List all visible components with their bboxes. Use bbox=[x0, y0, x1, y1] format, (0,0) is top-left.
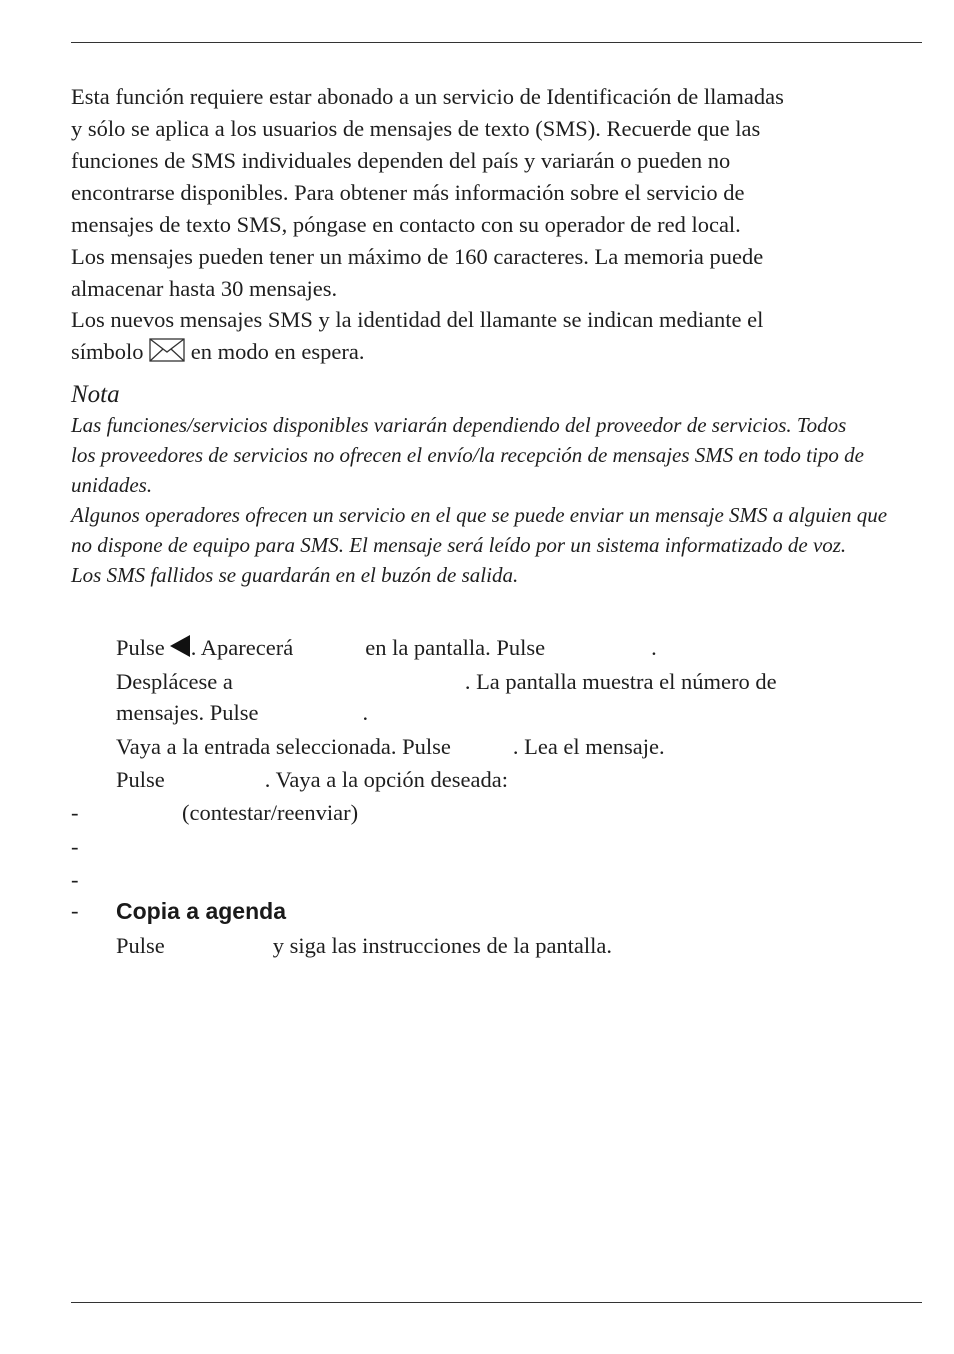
intro-line-8: Los nuevos mensajes SMS y la identidad del llamante se indican mediante el bbox=[71, 307, 764, 332]
symbol-after-text: en modo en espera. bbox=[190, 339, 365, 364]
note-line-3: unidades. bbox=[71, 473, 153, 497]
intro-line-6: Los mensajes pueden tener un máximo de 160 caracteres. La memoria puede bbox=[71, 244, 764, 269]
left-arrow-icon bbox=[169, 634, 191, 666]
option-1-text: (contestar/reenviar) bbox=[182, 800, 359, 825]
step-2 bbox=[116, 666, 777, 698]
intro-line-1: Esta función requiere estar abonado a un servicio de Identificación de llamadas bbox=[71, 84, 784, 109]
note-line-2: los proveedores de servicios no ofrecen el envío/la recepción de mensajes SMS en todo tipo de bbox=[71, 443, 864, 467]
step-2-text-b: . La pantalla muestra el número de bbox=[464, 669, 777, 694]
step-1-text-d: . bbox=[651, 635, 657, 660]
note-line-4: Algunos operadores ofrecen un servicio en el que se puede enviar un mensaje SMS a alguien que bbox=[71, 503, 888, 527]
option-2-dash: - bbox=[71, 834, 79, 859]
step-1-text-b: . Aparecerá bbox=[190, 635, 294, 660]
step-1-text-c: en la pantalla. Pulse bbox=[365, 635, 546, 660]
option-4-dash: - bbox=[71, 898, 79, 923]
step-4 bbox=[116, 764, 508, 796]
step-3-text-a: Vaya a la entrada seleccionada. Pulse bbox=[116, 734, 451, 759]
step-2-text-a: Desplácese a bbox=[116, 669, 233, 694]
step-3-text-b: . Lea el mensaje. bbox=[512, 734, 665, 759]
intro-line-5: mensajes de texto SMS, póngase en contacto con su operador de red local. bbox=[71, 212, 741, 237]
step-3 bbox=[116, 731, 665, 763]
step-5 bbox=[116, 930, 612, 962]
header-rule bbox=[71, 42, 922, 43]
footer-rule bbox=[71, 1302, 922, 1303]
note-heading: Nota bbox=[71, 381, 120, 408]
note-line-6: Los SMS fallidos se guardarán en el buzón de salida. bbox=[71, 563, 519, 587]
option-4-copia-a-agenda: Copia a agenda bbox=[116, 898, 286, 924]
symbol-label: símbolo bbox=[71, 339, 144, 364]
step-2-cont bbox=[116, 697, 368, 729]
intro-line-9 bbox=[71, 336, 364, 371]
step-2-text-d: . bbox=[362, 700, 369, 725]
step-2-text-c: mensajes. Pulse bbox=[116, 700, 259, 725]
note-line-5: no dispone de equipo para SMS. El mensaje será leído por un sistema informatizado de voz. bbox=[71, 533, 847, 557]
option-3-dash: - bbox=[71, 867, 79, 892]
option-1-dash: - bbox=[71, 800, 79, 825]
envelope-icon bbox=[149, 338, 185, 371]
step-4-text-b: . Vaya a la opción deseada: bbox=[264, 767, 509, 792]
intro-line-3: funciones de SMS individuales dependen del país y variarán o pueden no bbox=[71, 148, 731, 173]
step-4-text-a: Pulse bbox=[116, 767, 165, 792]
step-5-text-a: Pulse bbox=[116, 933, 165, 958]
step-1 bbox=[116, 632, 657, 666]
note-line-1: Las funciones/servicios disponibles variarán dependiendo del proveedor de servicios. Todos bbox=[71, 413, 847, 437]
intro-line-7: almacenar hasta 30 mensajes. bbox=[71, 276, 338, 301]
intro-line-4: encontrarse disponibles. Para obtener más información sobre el servicio de bbox=[71, 180, 745, 205]
step-1-text-a: Pulse bbox=[116, 635, 165, 660]
intro-line-2: y sólo se aplica a los usuarios de mensajes de texto (SMS). Recuerde que las bbox=[71, 116, 761, 141]
step-5-text-b: y siga las instrucciones de la pantalla. bbox=[272, 933, 613, 958]
